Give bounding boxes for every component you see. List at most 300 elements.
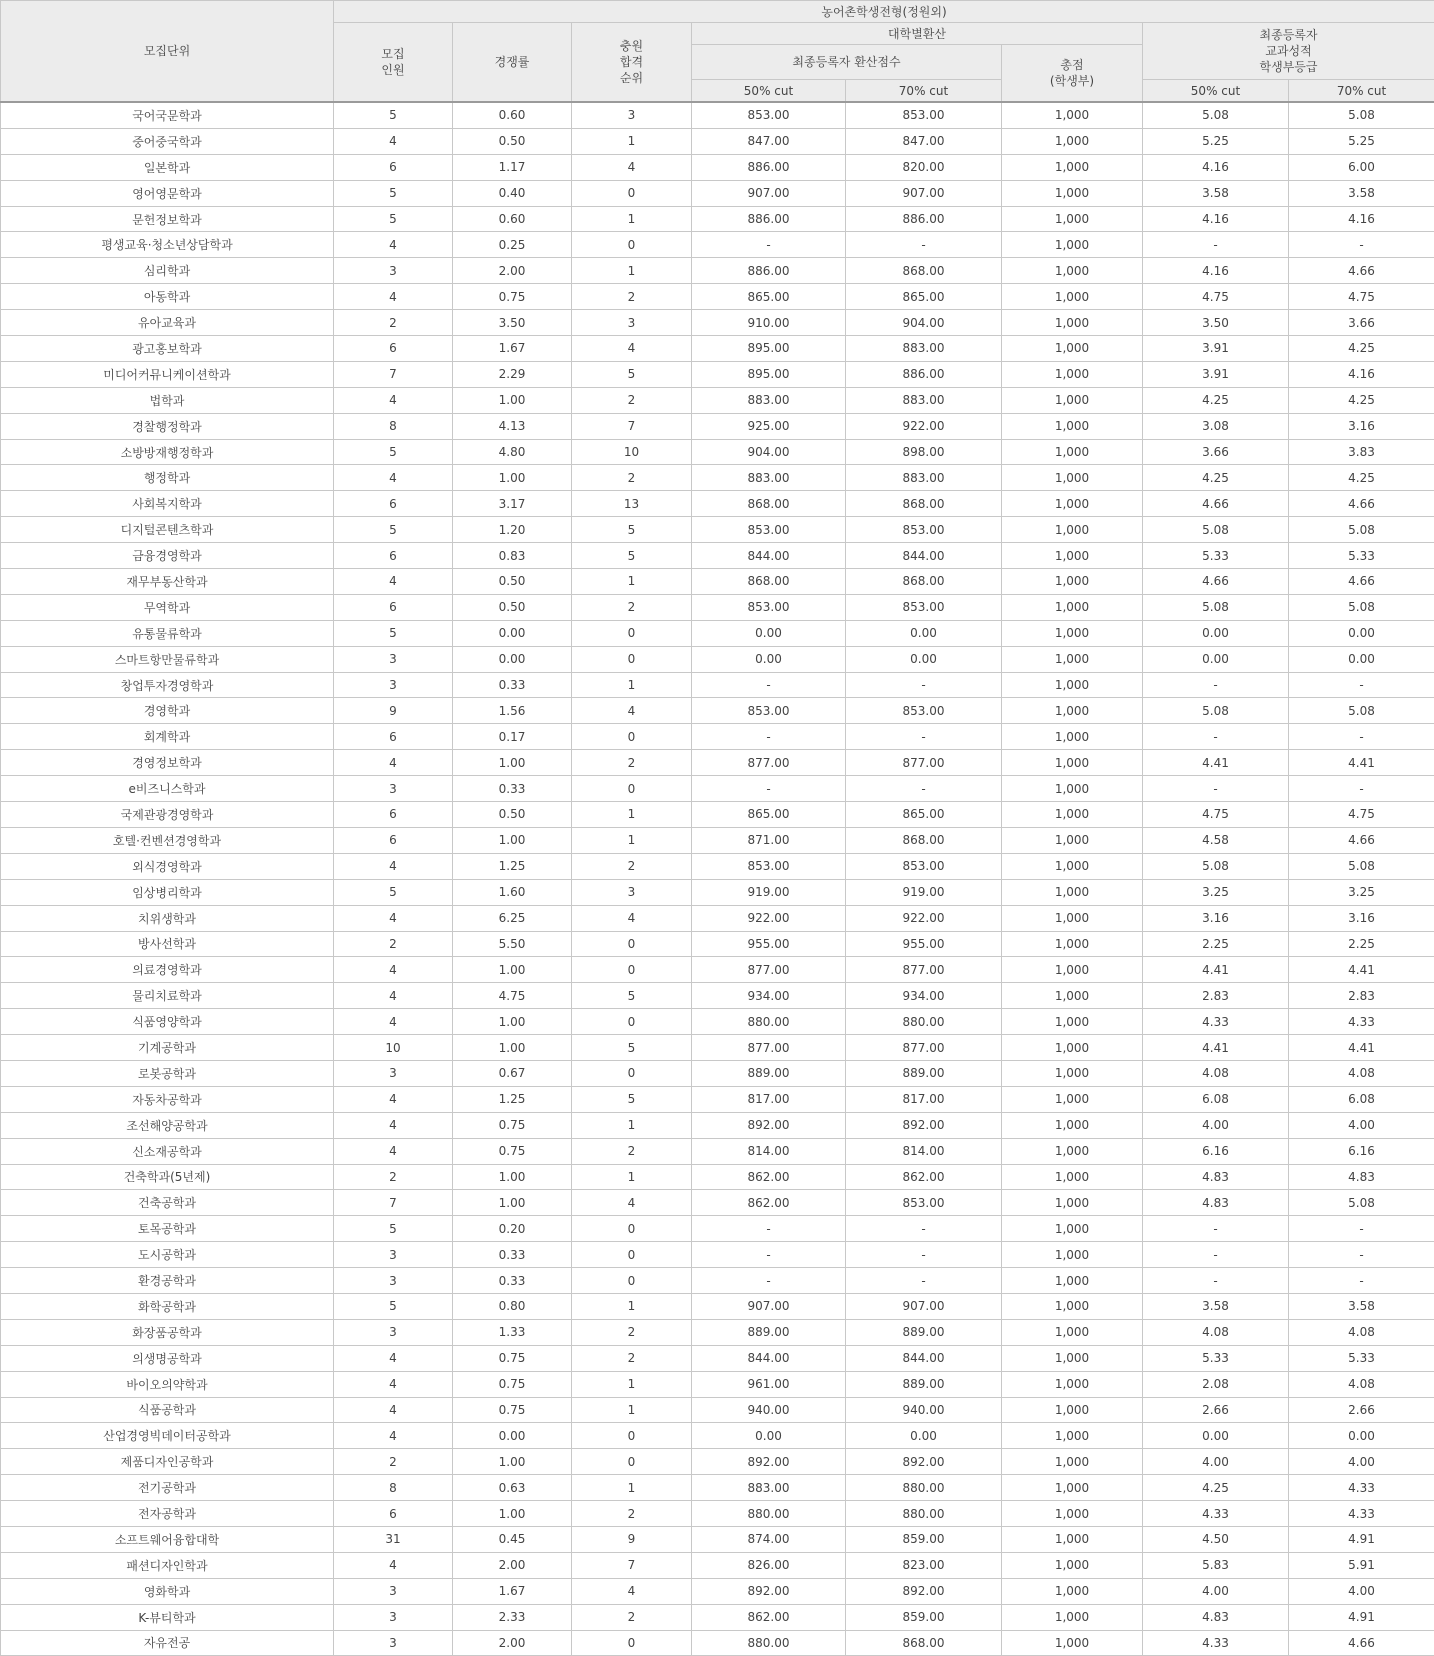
cell-competition: 6.25 bbox=[453, 905, 572, 931]
cell-grade-70: 4.25 bbox=[1289, 465, 1434, 491]
table-row bbox=[1, 206, 1434, 232]
table-header bbox=[1, 1, 1434, 103]
cell-unit: 산업경영빅데이터공학과 bbox=[1, 1423, 334, 1449]
cell-grade-50: 4.16 bbox=[1143, 154, 1289, 180]
cell-grade-50: 4.66 bbox=[1143, 491, 1289, 517]
cell-quota: 3 bbox=[334, 1578, 453, 1604]
cell-grade-50: 6.08 bbox=[1143, 1086, 1289, 1112]
cell-conv-50: 907.00 bbox=[692, 180, 846, 206]
cell-grade-50: 3.16 bbox=[1143, 905, 1289, 931]
cell-competition: 0.75 bbox=[453, 284, 572, 310]
cell-conv-70: 898.00 bbox=[846, 439, 1002, 465]
cell-unit: 도시공학과 bbox=[1, 1242, 334, 1268]
cell-conv-70: 907.00 bbox=[846, 1293, 1002, 1319]
cell-grade-50: 3.58 bbox=[1143, 1293, 1289, 1319]
cell-competition: 0.33 bbox=[453, 1242, 572, 1268]
cell-conv-70: 883.00 bbox=[846, 465, 1002, 491]
cell-grade-70: 3.66 bbox=[1289, 310, 1434, 336]
cell-competition: 1.67 bbox=[453, 1578, 572, 1604]
cell-grade-70: 3.58 bbox=[1289, 1293, 1434, 1319]
cell-unit: 식품공학과 bbox=[1, 1397, 334, 1423]
cell-competition: 1.00 bbox=[453, 387, 572, 413]
cell-conv-50: 853.00 bbox=[692, 853, 846, 879]
cell-conv-70: 922.00 bbox=[846, 413, 1002, 439]
cell-grade-50: 4.00 bbox=[1143, 1578, 1289, 1604]
cell-conv-50: 922.00 bbox=[692, 905, 846, 931]
cell-total: 1,000 bbox=[1002, 724, 1143, 750]
table-row bbox=[1, 258, 1434, 284]
cell-conv-50: 853.00 bbox=[692, 517, 846, 543]
cell-grade-50: 4.50 bbox=[1143, 1526, 1289, 1552]
cell-quota: 4 bbox=[334, 1397, 453, 1423]
cell-conv-50: 877.00 bbox=[692, 1035, 846, 1061]
cell-unit: 전기공학과 bbox=[1, 1475, 334, 1501]
cell-conv-50: 886.00 bbox=[692, 258, 846, 284]
cell-conv-70: 814.00 bbox=[846, 1138, 1002, 1164]
cell-conv-50: 853.00 bbox=[692, 102, 846, 128]
cell-conv-50: 919.00 bbox=[692, 879, 846, 905]
cell-conv-50: 844.00 bbox=[692, 1345, 846, 1371]
cell-grade-50: 4.25 bbox=[1143, 465, 1289, 491]
cell-competition: 2.29 bbox=[453, 361, 572, 387]
cell-total: 1,000 bbox=[1002, 1268, 1143, 1294]
cell-competition: 4.80 bbox=[453, 439, 572, 465]
cell-quota: 3 bbox=[334, 1242, 453, 1268]
cell-unit: 창업투자경영학과 bbox=[1, 672, 334, 698]
header-grade-50: 50% cut bbox=[1143, 80, 1289, 103]
cell-grade-70: 4.00 bbox=[1289, 1112, 1434, 1138]
cell-grade-70: 5.08 bbox=[1289, 1190, 1434, 1216]
cell-quota: 4 bbox=[334, 1112, 453, 1138]
cell-conv-50: 895.00 bbox=[692, 361, 846, 387]
cell-waitlist: 0 bbox=[572, 232, 692, 258]
cell-grade-70: - bbox=[1289, 672, 1434, 698]
cell-quota: 2 bbox=[334, 1449, 453, 1475]
cell-conv-50: 862.00 bbox=[692, 1604, 846, 1630]
cell-quota: 4 bbox=[334, 465, 453, 491]
cell-conv-50: 886.00 bbox=[692, 154, 846, 180]
cell-conv-70: 880.00 bbox=[846, 1475, 1002, 1501]
header-conv-70: 70% cut bbox=[846, 80, 1002, 103]
table-row bbox=[1, 1138, 1434, 1164]
cell-quota: 5 bbox=[334, 102, 453, 128]
cell-grade-70: 5.08 bbox=[1289, 517, 1434, 543]
cell-unit: 전자공학과 bbox=[1, 1501, 334, 1527]
cell-total: 1,000 bbox=[1002, 284, 1143, 310]
cell-conv-70: 883.00 bbox=[846, 336, 1002, 362]
cell-conv-50: 895.00 bbox=[692, 336, 846, 362]
cell-grade-50: 4.33 bbox=[1143, 1501, 1289, 1527]
cell-conv-50: - bbox=[692, 1242, 846, 1268]
cell-quota: 5 bbox=[334, 517, 453, 543]
table-row bbox=[1, 698, 1434, 724]
cell-grade-50: 5.08 bbox=[1143, 517, 1289, 543]
cell-grade-50: - bbox=[1143, 232, 1289, 258]
cell-grade-70: 4.41 bbox=[1289, 1035, 1434, 1061]
cell-conv-50: 865.00 bbox=[692, 284, 846, 310]
cell-quota: 3 bbox=[334, 1604, 453, 1630]
cell-grade-50: 3.25 bbox=[1143, 879, 1289, 905]
cell-grade-50: 4.83 bbox=[1143, 1190, 1289, 1216]
cell-unit: 호텔·컨벤션경영학과 bbox=[1, 827, 334, 853]
header-waitlist: 충원 합격 순위 bbox=[572, 23, 692, 103]
table-row bbox=[1, 1449, 1434, 1475]
cell-waitlist: 2 bbox=[572, 1501, 692, 1527]
cell-grade-70: 4.08 bbox=[1289, 1319, 1434, 1345]
cell-grade-70: 2.83 bbox=[1289, 983, 1434, 1009]
cell-total: 1,000 bbox=[1002, 620, 1143, 646]
cell-waitlist: 13 bbox=[572, 491, 692, 517]
cell-quota: 4 bbox=[334, 1345, 453, 1371]
cell-waitlist: 2 bbox=[572, 1319, 692, 1345]
cell-total: 1,000 bbox=[1002, 154, 1143, 180]
cell-quota: 10 bbox=[334, 1035, 453, 1061]
cell-conv-70: 934.00 bbox=[846, 983, 1002, 1009]
cell-conv-50: 883.00 bbox=[692, 387, 846, 413]
cell-total: 1,000 bbox=[1002, 387, 1143, 413]
cell-competition: 0.60 bbox=[453, 206, 572, 232]
cell-conv-70: 886.00 bbox=[846, 361, 1002, 387]
cell-quota: 5 bbox=[334, 879, 453, 905]
cell-conv-50: 871.00 bbox=[692, 827, 846, 853]
cell-waitlist: 1 bbox=[572, 206, 692, 232]
cell-conv-70: - bbox=[846, 724, 1002, 750]
cell-waitlist: 1 bbox=[572, 802, 692, 828]
cell-conv-70: 847.00 bbox=[846, 128, 1002, 154]
cell-conv-70: 868.00 bbox=[846, 258, 1002, 284]
cell-competition: 0.33 bbox=[453, 672, 572, 698]
cell-conv-70: 955.00 bbox=[846, 931, 1002, 957]
cell-total: 1,000 bbox=[1002, 517, 1143, 543]
cell-waitlist: 2 bbox=[572, 1345, 692, 1371]
cell-quota: 4 bbox=[334, 1009, 453, 1035]
cell-grade-70: 2.66 bbox=[1289, 1397, 1434, 1423]
cell-conv-70: 844.00 bbox=[846, 1345, 1002, 1371]
header-final-conv-score: 최종등록자 환산점수 bbox=[692, 45, 1002, 80]
cell-conv-70: 865.00 bbox=[846, 284, 1002, 310]
cell-conv-50: 904.00 bbox=[692, 439, 846, 465]
table-row bbox=[1, 336, 1434, 362]
cell-waitlist: 0 bbox=[572, 724, 692, 750]
cell-total: 1,000 bbox=[1002, 1242, 1143, 1268]
cell-quota: 4 bbox=[334, 232, 453, 258]
cell-total: 1,000 bbox=[1002, 1009, 1143, 1035]
cell-competition: 2.33 bbox=[453, 1604, 572, 1630]
table-row bbox=[1, 387, 1434, 413]
cell-grade-50: 4.41 bbox=[1143, 957, 1289, 983]
cell-total: 1,000 bbox=[1002, 1397, 1143, 1423]
cell-quota: 5 bbox=[334, 206, 453, 232]
cell-conv-70: 853.00 bbox=[846, 594, 1002, 620]
cell-competition: 0.75 bbox=[453, 1397, 572, 1423]
cell-competition: 0.60 bbox=[453, 102, 572, 128]
cell-total: 1,000 bbox=[1002, 413, 1143, 439]
cell-grade-50: 5.08 bbox=[1143, 853, 1289, 879]
cell-conv-50: 0.00 bbox=[692, 1423, 846, 1449]
cell-quota: 2 bbox=[334, 310, 453, 336]
cell-conv-70: 817.00 bbox=[846, 1086, 1002, 1112]
cell-competition: 0.33 bbox=[453, 776, 572, 802]
cell-unit: 유통물류학과 bbox=[1, 620, 334, 646]
cell-unit: 화학공학과 bbox=[1, 1293, 334, 1319]
cell-quota: 7 bbox=[334, 361, 453, 387]
cell-conv-50: 889.00 bbox=[692, 1319, 846, 1345]
cell-competition: 0.20 bbox=[453, 1216, 572, 1242]
cell-conv-50: 892.00 bbox=[692, 1578, 846, 1604]
cell-quota: 2 bbox=[334, 1164, 453, 1190]
cell-total: 1,000 bbox=[1002, 180, 1143, 206]
cell-total: 1,000 bbox=[1002, 1371, 1143, 1397]
cell-grade-70: 4.91 bbox=[1289, 1604, 1434, 1630]
cell-quota: 5 bbox=[334, 620, 453, 646]
cell-quota: 6 bbox=[334, 802, 453, 828]
cell-grade-70: 5.08 bbox=[1289, 698, 1434, 724]
header-track: 농어촌학생전형(정원외) bbox=[334, 1, 1434, 23]
cell-unit: 국제관광경영학과 bbox=[1, 802, 334, 828]
cell-grade-70: 4.08 bbox=[1289, 1060, 1434, 1086]
cell-competition: 0.50 bbox=[453, 594, 572, 620]
table-row bbox=[1, 102, 1434, 128]
cell-competition: 1.20 bbox=[453, 517, 572, 543]
cell-grade-50: 3.91 bbox=[1143, 361, 1289, 387]
cell-waitlist: 2 bbox=[572, 1138, 692, 1164]
cell-unit: 행정학과 bbox=[1, 465, 334, 491]
cell-conv-50: 910.00 bbox=[692, 310, 846, 336]
cell-competition: 0.67 bbox=[453, 1060, 572, 1086]
cell-grade-70: 0.00 bbox=[1289, 620, 1434, 646]
cell-conv-70: 919.00 bbox=[846, 879, 1002, 905]
cell-grade-70: 3.16 bbox=[1289, 905, 1434, 931]
cell-conv-50: 877.00 bbox=[692, 750, 846, 776]
cell-grade-70: 5.08 bbox=[1289, 853, 1434, 879]
cell-grade-70: 6.08 bbox=[1289, 1086, 1434, 1112]
cell-waitlist: 1 bbox=[572, 827, 692, 853]
cell-quota: 2 bbox=[334, 931, 453, 957]
table-row bbox=[1, 1501, 1434, 1527]
cell-grade-70: 4.66 bbox=[1289, 258, 1434, 284]
cell-grade-50: 0.00 bbox=[1143, 620, 1289, 646]
cell-grade-70: 4.66 bbox=[1289, 827, 1434, 853]
cell-quota: 6 bbox=[334, 594, 453, 620]
cell-conv-50: 880.00 bbox=[692, 1009, 846, 1035]
cell-unit: 경영정보학과 bbox=[1, 750, 334, 776]
cell-competition: 0.83 bbox=[453, 543, 572, 569]
cell-grade-50: 4.66 bbox=[1143, 569, 1289, 595]
cell-competition: 0.45 bbox=[453, 1526, 572, 1552]
cell-grade-70: 4.25 bbox=[1289, 336, 1434, 362]
cell-waitlist: 5 bbox=[572, 983, 692, 1009]
cell-unit: 유아교육과 bbox=[1, 310, 334, 336]
cell-total: 1,000 bbox=[1002, 905, 1143, 931]
cell-total: 1,000 bbox=[1002, 1501, 1143, 1527]
cell-total: 1,000 bbox=[1002, 1319, 1143, 1345]
cell-quota: 3 bbox=[334, 1630, 453, 1656]
cell-conv-70: 859.00 bbox=[846, 1526, 1002, 1552]
cell-quota: 4 bbox=[334, 387, 453, 413]
cell-grade-50: - bbox=[1143, 1242, 1289, 1268]
cell-quota: 5 bbox=[334, 1216, 453, 1242]
cell-total: 1,000 bbox=[1002, 802, 1143, 828]
cell-grade-50: 4.00 bbox=[1143, 1449, 1289, 1475]
cell-grade-50: 4.75 bbox=[1143, 802, 1289, 828]
table-row bbox=[1, 1319, 1434, 1345]
cell-waitlist: 3 bbox=[572, 102, 692, 128]
cell-waitlist: 3 bbox=[572, 310, 692, 336]
cell-total: 1,000 bbox=[1002, 1293, 1143, 1319]
cell-waitlist: 0 bbox=[572, 646, 692, 672]
cell-unit: 로봇공학과 bbox=[1, 1060, 334, 1086]
cell-quota: 8 bbox=[334, 413, 453, 439]
cell-unit: 문헌정보학과 bbox=[1, 206, 334, 232]
cell-grade-50: 4.25 bbox=[1143, 1475, 1289, 1501]
cell-quota: 3 bbox=[334, 646, 453, 672]
cell-unit: 자동차공학과 bbox=[1, 1086, 334, 1112]
cell-waitlist: 0 bbox=[572, 931, 692, 957]
cell-grade-50: 4.83 bbox=[1143, 1604, 1289, 1630]
cell-quota: 6 bbox=[334, 827, 453, 853]
cell-grade-50: 4.25 bbox=[1143, 387, 1289, 413]
cell-grade-70: 4.41 bbox=[1289, 750, 1434, 776]
cell-total: 1,000 bbox=[1002, 957, 1143, 983]
cell-conv-70: 889.00 bbox=[846, 1371, 1002, 1397]
cell-conv-70: 865.00 bbox=[846, 802, 1002, 828]
cell-unit: 법학과 bbox=[1, 387, 334, 413]
cell-unit: 심리학과 bbox=[1, 258, 334, 284]
cell-competition: 1.25 bbox=[453, 853, 572, 879]
cell-conv-50: 892.00 bbox=[692, 1112, 846, 1138]
cell-unit: 방사선학과 bbox=[1, 931, 334, 957]
cell-conv-50: 847.00 bbox=[692, 128, 846, 154]
cell-unit: 경찰행정학과 bbox=[1, 413, 334, 439]
cell-waitlist: 5 bbox=[572, 517, 692, 543]
cell-competition: 1.00 bbox=[453, 750, 572, 776]
cell-grade-50: 2.83 bbox=[1143, 983, 1289, 1009]
cell-grade-50: 4.08 bbox=[1143, 1319, 1289, 1345]
cell-quota: 5 bbox=[334, 1293, 453, 1319]
table-row bbox=[1, 180, 1434, 206]
table-row bbox=[1, 491, 1434, 517]
cell-conv-70: 889.00 bbox=[846, 1060, 1002, 1086]
cell-quota: 8 bbox=[334, 1475, 453, 1501]
cell-grade-70: 3.25 bbox=[1289, 879, 1434, 905]
cell-competition: 4.13 bbox=[453, 413, 572, 439]
cell-grade-70: 4.41 bbox=[1289, 957, 1434, 983]
cell-grade-70: 4.08 bbox=[1289, 1371, 1434, 1397]
cell-total: 1,000 bbox=[1002, 310, 1143, 336]
cell-unit: 미디어커뮤니케이션학과 bbox=[1, 361, 334, 387]
cell-conv-70: - bbox=[846, 776, 1002, 802]
cell-quota: 4 bbox=[334, 1138, 453, 1164]
cell-total: 1,000 bbox=[1002, 206, 1143, 232]
cell-waitlist: 0 bbox=[572, 620, 692, 646]
cell-total: 1,000 bbox=[1002, 879, 1143, 905]
cell-quota: 7 bbox=[334, 1190, 453, 1216]
cell-grade-70: 0.00 bbox=[1289, 1423, 1434, 1449]
cell-conv-70: - bbox=[846, 1268, 1002, 1294]
header-grade-70: 70% cut bbox=[1289, 80, 1434, 103]
cell-total: 1,000 bbox=[1002, 853, 1143, 879]
cell-grade-50: 0.00 bbox=[1143, 1423, 1289, 1449]
cell-total: 1,000 bbox=[1002, 672, 1143, 698]
cell-conv-50: 925.00 bbox=[692, 413, 846, 439]
cell-unit: 디지털콘텐츠학과 bbox=[1, 517, 334, 543]
cell-total: 1,000 bbox=[1002, 1449, 1143, 1475]
cell-quota: 4 bbox=[334, 957, 453, 983]
cell-conv-50: 955.00 bbox=[692, 931, 846, 957]
cell-total: 1,000 bbox=[1002, 1190, 1143, 1216]
cell-waitlist: 0 bbox=[572, 1630, 692, 1656]
table-row bbox=[1, 827, 1434, 853]
cell-competition: 3.17 bbox=[453, 491, 572, 517]
cell-total: 1,000 bbox=[1002, 1216, 1143, 1242]
cell-competition: 4.75 bbox=[453, 983, 572, 1009]
table-row bbox=[1, 1112, 1434, 1138]
cell-quota: 4 bbox=[334, 1086, 453, 1112]
cell-waitlist: 4 bbox=[572, 154, 692, 180]
cell-conv-50: 934.00 bbox=[692, 983, 846, 1009]
table-row bbox=[1, 776, 1434, 802]
cell-conv-50: 880.00 bbox=[692, 1630, 846, 1656]
table-row bbox=[1, 517, 1434, 543]
table-row bbox=[1, 1242, 1434, 1268]
cell-competition: 1.67 bbox=[453, 336, 572, 362]
table-row bbox=[1, 569, 1434, 595]
table-row bbox=[1, 1345, 1434, 1371]
table-row bbox=[1, 1371, 1434, 1397]
cell-waitlist: 0 bbox=[572, 180, 692, 206]
table-row bbox=[1, 128, 1434, 154]
cell-conv-70: 904.00 bbox=[846, 310, 1002, 336]
cell-quota: 4 bbox=[334, 905, 453, 931]
cell-waitlist: 1 bbox=[572, 1112, 692, 1138]
cell-total: 1,000 bbox=[1002, 491, 1143, 517]
cell-grade-70: 5.33 bbox=[1289, 543, 1434, 569]
cell-conv-70: - bbox=[846, 1242, 1002, 1268]
cell-grade-70: 5.08 bbox=[1289, 102, 1434, 128]
table-row bbox=[1, 1475, 1434, 1501]
cell-waitlist: 2 bbox=[572, 387, 692, 413]
cell-grade-50: 4.83 bbox=[1143, 1164, 1289, 1190]
table-row bbox=[1, 672, 1434, 698]
cell-competition: 0.80 bbox=[453, 1293, 572, 1319]
table-row bbox=[1, 465, 1434, 491]
cell-waitlist: 0 bbox=[572, 776, 692, 802]
cell-quota: 3 bbox=[334, 1268, 453, 1294]
cell-conv-50: - bbox=[692, 1216, 846, 1242]
cell-quota: 6 bbox=[334, 336, 453, 362]
cell-conv-50: 874.00 bbox=[692, 1526, 846, 1552]
cell-unit: 화장품공학과 bbox=[1, 1319, 334, 1345]
cell-quota: 3 bbox=[334, 1319, 453, 1345]
cell-conv-50: - bbox=[692, 724, 846, 750]
cell-conv-50: 826.00 bbox=[692, 1552, 846, 1578]
cell-competition: 2.00 bbox=[453, 258, 572, 284]
cell-unit: 물리치료학과 bbox=[1, 983, 334, 1009]
cell-grade-70: - bbox=[1289, 1242, 1434, 1268]
cell-grade-50: 4.08 bbox=[1143, 1060, 1289, 1086]
cell-waitlist: 4 bbox=[572, 1578, 692, 1604]
cell-competition: 1.00 bbox=[453, 1190, 572, 1216]
cell-competition: 0.00 bbox=[453, 1423, 572, 1449]
cell-grade-70: 4.83 bbox=[1289, 1164, 1434, 1190]
cell-conv-70: - bbox=[846, 672, 1002, 698]
cell-waitlist: 2 bbox=[572, 594, 692, 620]
table-row bbox=[1, 1293, 1434, 1319]
cell-conv-70: 892.00 bbox=[846, 1112, 1002, 1138]
cell-total: 1,000 bbox=[1002, 594, 1143, 620]
cell-conv-70: 877.00 bbox=[846, 957, 1002, 983]
cell-conv-50: - bbox=[692, 776, 846, 802]
